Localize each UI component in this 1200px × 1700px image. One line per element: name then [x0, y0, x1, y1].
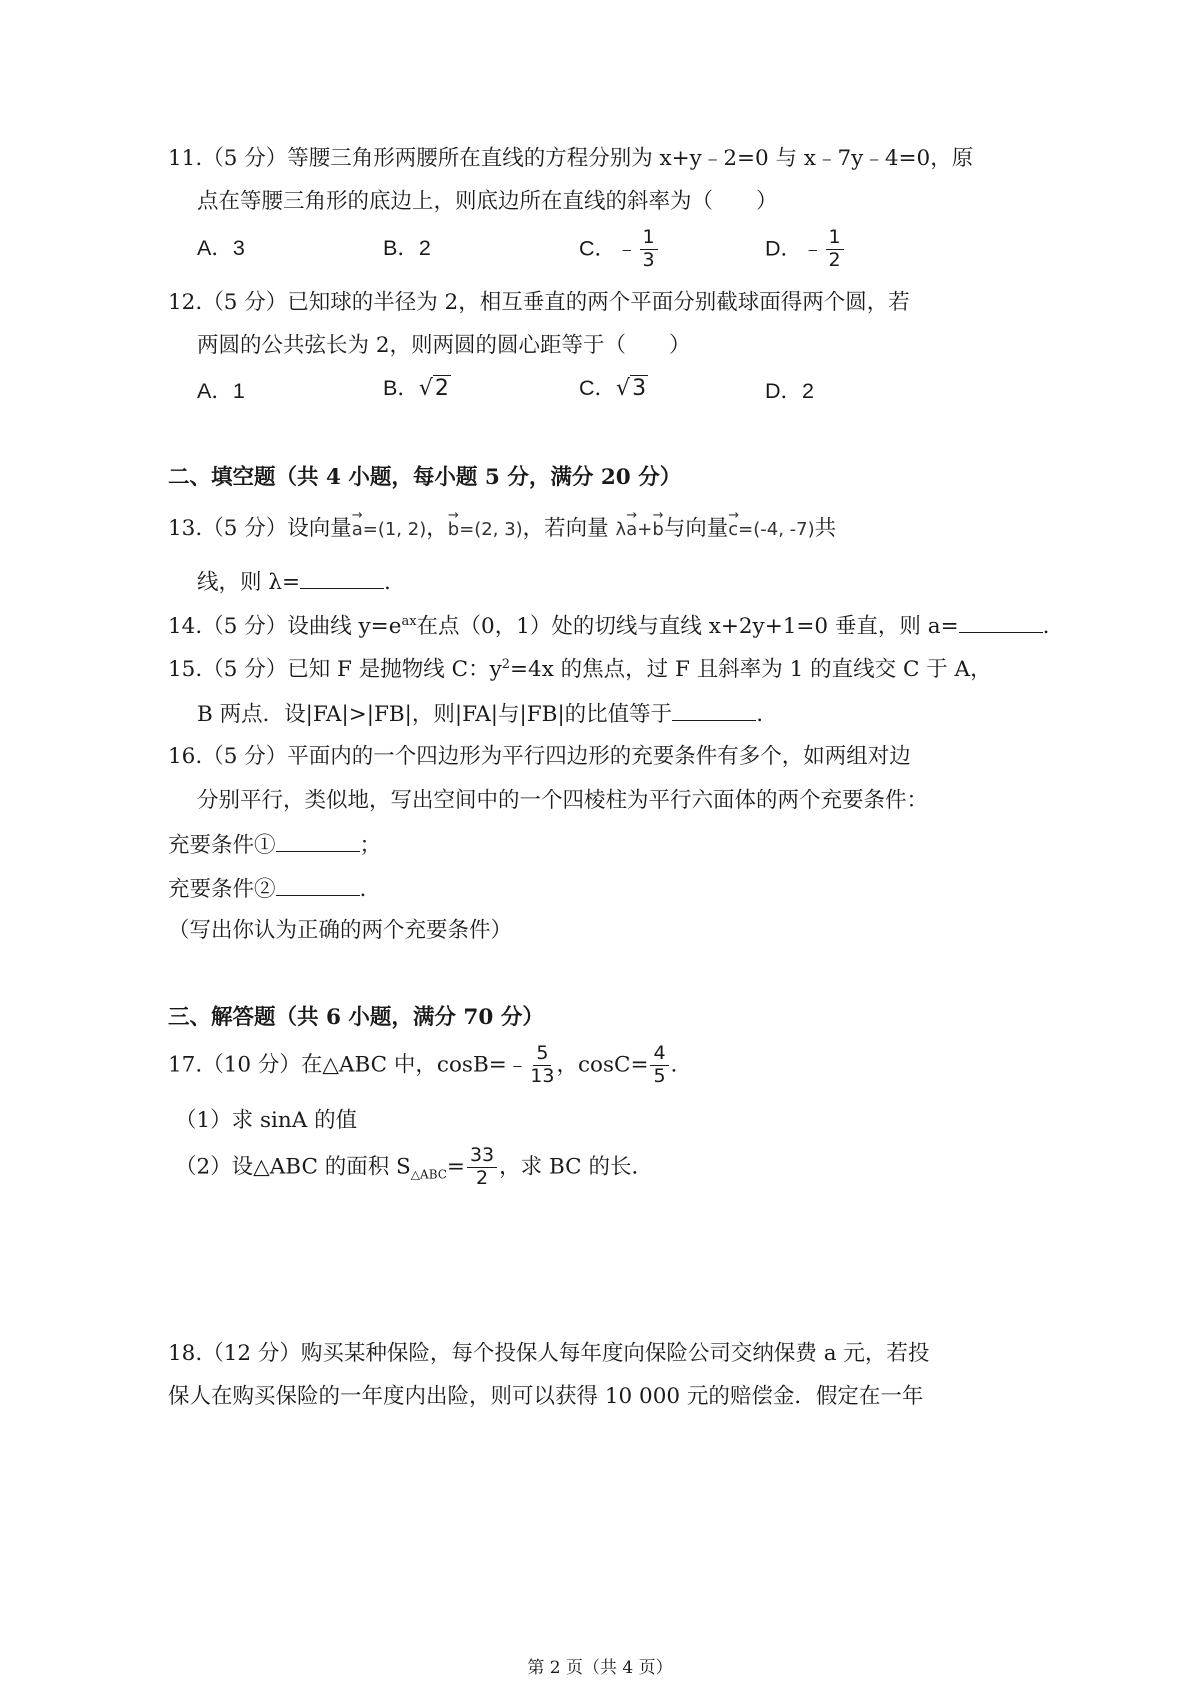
q12-option-b-sqrt: √2	[418, 376, 449, 401]
q12-option-c: C．√3	[579, 376, 647, 401]
section-2-title: 二、填空题（共 4 小题，每小题 5 分，满分 20 分）	[168, 465, 682, 490]
vector-a-2: → a	[626, 508, 638, 540]
q16-answer-blank-1	[276, 833, 360, 852]
q16-condition-1: 充要条件① ；	[168, 833, 382, 858]
q16-note: （写出你认为正确的两个充要条件）	[168, 918, 513, 943]
q12-option-b: B．√2	[383, 376, 449, 401]
q11-option-b: B．2	[383, 236, 431, 260]
q18-line-2: 保人在购买保险的一年度内出险，则可以获得 10 000 元的赔偿金．假定在一年	[168, 1384, 924, 1409]
page-footer: 第 2 页（共 4 页）	[527, 1658, 673, 1678]
q15-answer-blank	[672, 702, 756, 721]
q12-option-c-sqrt: √3	[616, 376, 647, 401]
q14-line-1: 14.（5 分）设曲线 $y=e^{ax}$在点（0，1）处的切线与直线 x+2y+1=0 垂直，则 a= .	[168, 613, 1050, 639]
area-fraction: $\frac{33}{2}$	[467, 1146, 497, 1189]
q14-answer-blank	[959, 614, 1043, 633]
q16-answer-blank-2	[276, 877, 360, 896]
q13-line-2: 线，则 λ= .	[197, 570, 391, 595]
vector-b-2: → b	[652, 508, 664, 540]
q16-line-2: 分别平行，类似地，写出空间中的一个四棱柱为平行六面体的两个充要条件：	[197, 788, 929, 813]
q13-answer-blank	[300, 570, 384, 589]
q11-option-a: A．3	[197, 236, 245, 260]
q17-part-1: （1）求 sinA 的值	[175, 1108, 358, 1133]
q11-option-c: C．﹣ $\frac{1}{3}$	[579, 228, 660, 271]
q18-line-1: 18.（12 分）购买某种保险，每个投保人每年度向保险公司交纳保费 a 元，若投	[168, 1341, 930, 1366]
q17-part-2: （2）设△ABC 的面积 $S_{\triangle ABC}=$ $\frac{33}{2}$ ，求 BC 的长．	[175, 1144, 653, 1189]
q12-line-1: 12.（5 分）已知球的半径为 2，相互垂直的两个平面分别截球面得两个圆，若	[168, 290, 910, 315]
cos-b-fraction: $\frac{5}{13}$	[530, 1042, 555, 1087]
cos-c-fraction: $\frac{4}{5}$	[650, 1044, 668, 1087]
q16-line-1: 16.（5 分）平面内的一个四边形为平行四边形的充要条件有多个，如两组对边	[168, 744, 911, 769]
q17-line-1: 17.（10 分）在△ABC 中，cosB=﹣ $\frac{5}{13}$ ，cosC= $\frac{4}{5}$ .	[168, 1042, 678, 1087]
q11-line-1: 11.（5 分）等腰三角形两腰所在直线的方程分别为 x+y﹣2=0 与 x﹣7y﹣4=0，原	[168, 146, 974, 171]
q12-line-2: 两圆的公共弦长为 2，则两圆的圆心距等于（ ）	[197, 333, 691, 358]
q11-line-2: 点在等腰三角形的底边上，则底边所在直线的斜率为（ ）	[197, 189, 778, 214]
q11-option-d: D．﹣ $\frac{1}{2}$	[765, 228, 846, 271]
q15-line-1: 15.（5 分）已知 F 是抛物线 C：$y^2=4x$ 的焦点，过 F 且斜率为 1 的直线交 C 于 A，	[168, 657, 992, 683]
q11-option-d-fraction: $\frac{1}{2}$	[826, 228, 844, 271]
q12-option-d: D．2	[765, 379, 814, 403]
q12-option-a: A．1	[197, 379, 245, 403]
q16-condition-2: 充要条件② .	[168, 877, 367, 902]
vector-c: → c	[728, 508, 740, 540]
q15-line-2: B 两点．设|FA|>|FB|，则|FA|与|FB|的比值等于 .	[197, 702, 764, 727]
q11-option-c-fraction: $\frac{1}{3}$	[640, 228, 658, 271]
section-3-title: 三、解答题（共 6 小题，满分 70 分）	[168, 1005, 544, 1030]
vector-b: → b	[447, 508, 460, 540]
vector-a: → a	[351, 508, 363, 540]
q13-line-1: 13.（5 分）设向量 → a=(1, 2)， → b=(2, 3)，若向量 λ → a+ → b与向量 → c=(-4, -7)共	[168, 508, 837, 541]
